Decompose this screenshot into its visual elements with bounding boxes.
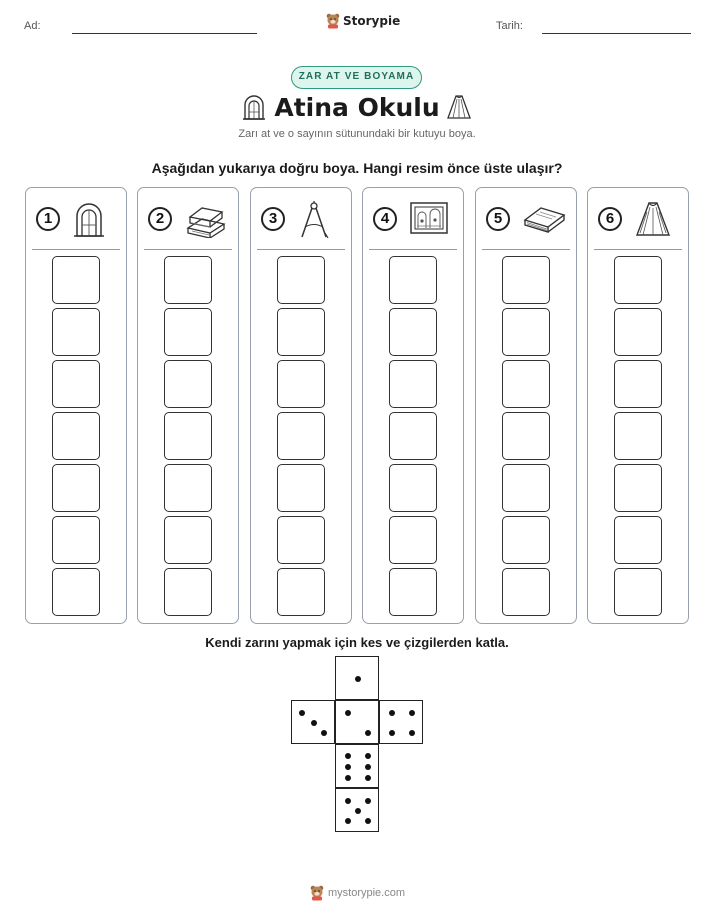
column-number: 2 — [148, 207, 172, 231]
cut-instruction: Kendi zarını yapmak için kes ve çizgilerden katla. — [205, 635, 509, 650]
color-box[interactable] — [389, 568, 437, 616]
color-box[interactable] — [164, 516, 212, 564]
die-pip — [365, 798, 371, 804]
name-line — [72, 33, 257, 34]
die-pip — [345, 710, 351, 716]
column-number: 6 — [598, 207, 622, 231]
column-5 — [475, 187, 577, 624]
die-pip — [321, 730, 327, 736]
column-divider — [482, 249, 570, 250]
die-pip — [365, 753, 371, 759]
column-2 — [137, 187, 239, 624]
die-pip — [409, 710, 415, 716]
column-divider — [257, 249, 345, 250]
die-face-1 — [335, 656, 379, 700]
date-label: Tarih: — [496, 20, 523, 32]
instruction: Aşağıdan yukarıya doğru boya. Hangi resim önce üste ulaşır? — [151, 160, 563, 176]
color-box[interactable] — [52, 308, 100, 356]
color-box[interactable] — [277, 464, 325, 512]
tablet-icon — [522, 200, 566, 234]
color-box[interactable] — [614, 256, 662, 304]
column-1 — [25, 187, 127, 624]
die-pip — [299, 710, 305, 716]
color-box[interactable] — [614, 568, 662, 616]
color-box[interactable] — [164, 256, 212, 304]
color-box[interactable] — [277, 360, 325, 408]
column-divider — [369, 249, 457, 250]
die-pip — [345, 753, 351, 759]
die-pip — [345, 775, 351, 781]
bear-mascot-icon — [310, 885, 324, 901]
color-box[interactable] — [277, 412, 325, 460]
color-box[interactable] — [52, 464, 100, 512]
date-line — [542, 33, 691, 34]
color-box[interactable] — [164, 464, 212, 512]
color-box[interactable] — [502, 412, 550, 460]
color-box[interactable] — [614, 360, 662, 408]
color-box[interactable] — [164, 412, 212, 460]
column-6 — [587, 187, 689, 624]
color-box[interactable] — [389, 464, 437, 512]
cloak-icon — [634, 200, 672, 238]
color-box[interactable] — [389, 256, 437, 304]
brand-name: Storypie — [343, 14, 401, 28]
column-number: 1 — [36, 207, 60, 231]
page-title: Atina Okulu — [274, 93, 440, 122]
die-pip — [355, 676, 361, 682]
die-face-4 — [379, 700, 423, 744]
framed-painting-icon — [409, 200, 449, 236]
die-pip — [345, 818, 351, 824]
die-pip — [389, 730, 395, 736]
color-box[interactable] — [277, 308, 325, 356]
die-pip — [365, 730, 371, 736]
color-box[interactable] — [277, 516, 325, 564]
color-box[interactable] — [52, 568, 100, 616]
color-box[interactable] — [502, 516, 550, 564]
subtitle: Zarı at ve o sayının sütunundaki bir kutuyu boya. — [238, 128, 476, 140]
color-box[interactable] — [614, 308, 662, 356]
die-pip — [345, 764, 351, 770]
color-box[interactable] — [277, 568, 325, 616]
compass-icon — [297, 200, 331, 240]
color-box[interactable] — [52, 256, 100, 304]
column-divider — [594, 249, 682, 250]
arch-window-icon — [72, 200, 106, 238]
die-pip — [365, 818, 371, 824]
column-number: 5 — [486, 207, 510, 231]
color-box[interactable] — [614, 412, 662, 460]
color-box[interactable] — [164, 308, 212, 356]
color-box[interactable] — [164, 360, 212, 408]
color-box[interactable] — [52, 412, 100, 460]
color-box[interactable] — [164, 568, 212, 616]
column-number: 3 — [261, 207, 285, 231]
footer-url[interactable]: mystorypie.com — [328, 887, 406, 899]
column-4 — [362, 187, 464, 624]
color-box[interactable] — [502, 256, 550, 304]
footer — [310, 885, 405, 901]
die-face-3 — [291, 700, 335, 744]
die-pip — [355, 808, 361, 814]
die-pip — [389, 710, 395, 716]
color-box[interactable] — [502, 464, 550, 512]
die-face-6 — [335, 744, 379, 788]
color-box[interactable] — [52, 516, 100, 564]
color-box[interactable] — [502, 360, 550, 408]
name-label: Ad: — [24, 20, 41, 32]
column-number: 4 — [373, 207, 397, 231]
color-box[interactable] — [614, 464, 662, 512]
column-3 — [250, 187, 352, 624]
color-box[interactable] — [389, 516, 437, 564]
die-face-2 — [335, 700, 379, 744]
color-box[interactable] — [614, 516, 662, 564]
brand-logo — [326, 13, 400, 29]
color-box[interactable] — [389, 360, 437, 408]
die-pip — [365, 764, 371, 770]
cloak-icon — [445, 94, 473, 120]
die-face-5 — [335, 788, 379, 832]
die-pip — [311, 720, 317, 726]
color-box[interactable] — [502, 568, 550, 616]
column-divider — [32, 249, 120, 250]
color-box[interactable] — [277, 256, 325, 304]
color-box[interactable] — [389, 412, 437, 460]
color-box[interactable] — [502, 308, 550, 356]
color-box[interactable] — [389, 308, 437, 356]
activity-badge: ZAR AT VE BOYAMA — [291, 66, 422, 89]
color-box[interactable] — [52, 360, 100, 408]
die-pip — [409, 730, 415, 736]
die-pip — [365, 775, 371, 781]
books-icon — [184, 200, 228, 238]
die-pip — [345, 798, 351, 804]
bear-mascot-icon — [326, 13, 340, 29]
column-divider — [144, 249, 232, 250]
